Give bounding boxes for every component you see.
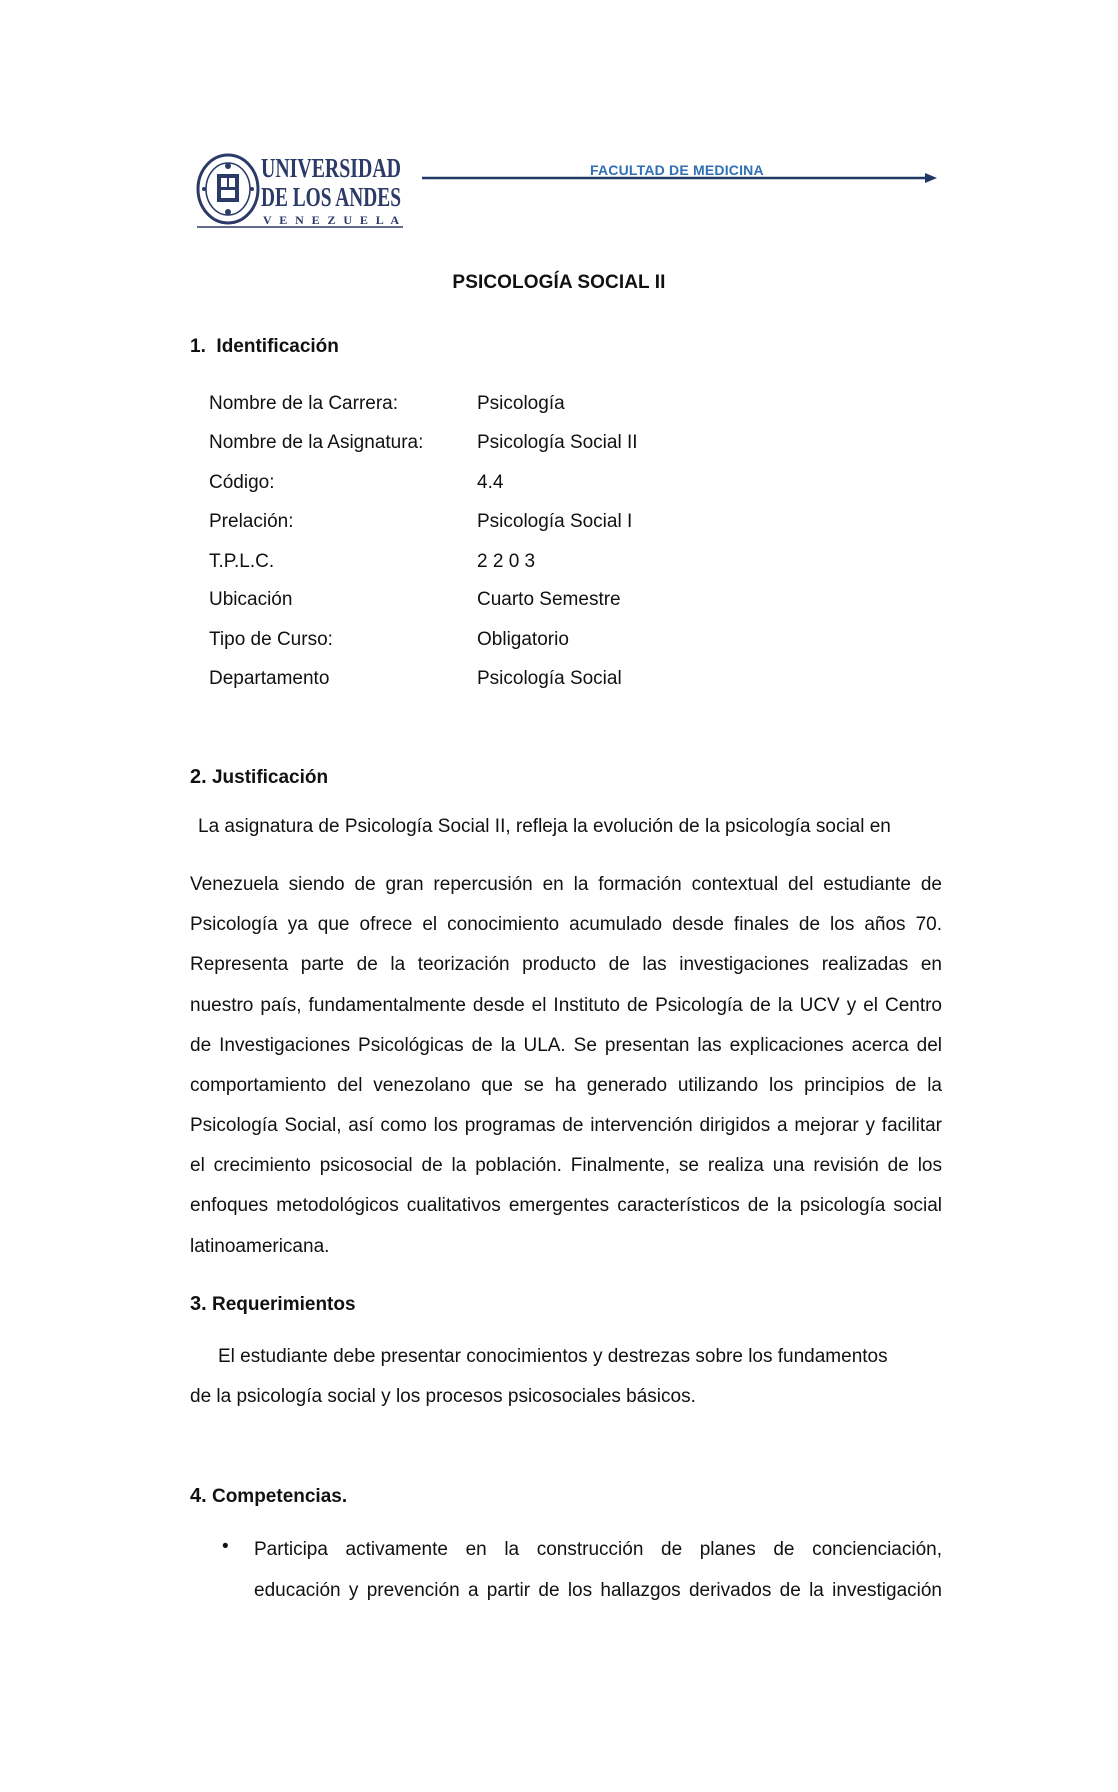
section-requerimientos-heading xyxy=(190,1293,356,1316)
id-value: 4.4 xyxy=(477,472,504,493)
id-label: T.P.L.C. xyxy=(209,551,275,572)
id-row xyxy=(209,509,909,535)
competencia-line: Participa activamente en la construcción de planes de concienciación, xyxy=(254,1539,942,1560)
justificacion-line: latinoamericana. xyxy=(190,1236,330,1257)
justificacion-line: el crecimiento psicosocial de la población. Finalmente, se realiza una revisión de los xyxy=(190,1155,942,1176)
university-seal-icon xyxy=(198,155,258,223)
competencia-line: educación y prevención a partir de los hallazgos derivados de la investigación xyxy=(254,1580,942,1601)
id-value: Psicología Social I xyxy=(477,511,633,532)
document-title: PSICOLOGÍA SOCIAL II xyxy=(452,272,666,293)
id-row xyxy=(209,430,909,456)
requerimientos-line: El estudiante debe presentar conocimientos y destrezas sobre los fundamentos xyxy=(218,1346,888,1367)
logo-line-3: V E N E Z U E L A xyxy=(263,213,399,227)
justificacion-line: Psicología ya que ofrece el conocimiento acumulado desde finales de los años 70. xyxy=(190,914,942,935)
justificacion-line: Psicología Social, así como los programas de intervención dirigidos a mejorar y facilitar xyxy=(190,1115,942,1136)
logo-line-1: UNIVERSIDAD xyxy=(261,153,401,183)
id-value: Psicología Social xyxy=(477,668,622,689)
faculty-label: FACULTAD DE MEDICINA xyxy=(590,162,764,178)
id-row xyxy=(209,470,909,496)
university-logo xyxy=(195,150,405,228)
section-number: 2. xyxy=(190,766,207,788)
requerimientos-line: de la psicología social y los procesos psicosociales básicos. xyxy=(190,1386,696,1407)
section-competencias-heading xyxy=(190,1485,347,1508)
section-identificacion-heading xyxy=(190,336,339,358)
section-title: Identificación xyxy=(216,336,339,357)
id-label: Departamento xyxy=(209,668,330,689)
id-label: Prelación: xyxy=(209,511,294,532)
justificacion-line: Venezuela siendo de gran repercusión en la formación contextual del estudiante de xyxy=(190,874,942,895)
section-number: 4. xyxy=(190,1485,207,1507)
justificacion-line: enfoques metodológicos cualitativos emergentes característicos de la psicología social xyxy=(190,1195,942,1216)
id-row xyxy=(209,391,909,417)
id-row xyxy=(209,666,909,692)
section-number: 1. xyxy=(190,336,206,357)
section-justificacion-heading xyxy=(190,766,328,789)
id-label: Tipo de Curso: xyxy=(209,629,333,650)
id-value: 2 2 0 3 xyxy=(477,551,536,572)
id-row xyxy=(209,549,909,575)
section-number: 3. xyxy=(190,1293,207,1315)
justificacion-line: Representa parte de la teorización producto de las investigaciones realizadas en xyxy=(190,954,942,975)
justificacion-line: nuestro país, fundamentalmente desde el Instituto de Psicología de la UCV y el Centro xyxy=(190,995,942,1016)
id-value: Obligatorio xyxy=(477,629,569,650)
id-label: Código: xyxy=(209,472,275,493)
id-label: Nombre de la Carrera: xyxy=(209,393,399,414)
id-row xyxy=(209,587,909,613)
logo-line-2: DE LOS ANDES xyxy=(261,182,401,212)
id-label: Ubicación xyxy=(209,589,293,610)
bullet-icon: • xyxy=(222,1536,229,1557)
section-title: Justificación xyxy=(211,767,329,788)
section-title: Requerimientos xyxy=(211,1294,356,1315)
justificacion-line: de Investigaciones Psicológicas de la ULA. Se presentan las explicaciones acerca del xyxy=(190,1035,942,1056)
justificacion-first-line: La asignatura de Psicología Social II, refleja la evolución de la psicología social en xyxy=(198,816,891,837)
id-value: Cuarto Semestre xyxy=(477,589,621,610)
section-title: Competencias. xyxy=(211,1486,348,1507)
id-value: Psicología Social II xyxy=(477,432,638,453)
justificacion-line: comportamiento del venezolano que se ha generado utilizando los principios de la xyxy=(190,1075,942,1096)
id-label: Nombre de la Asignatura: xyxy=(209,432,424,453)
id-value: Psicología xyxy=(477,393,565,414)
id-row xyxy=(209,627,909,653)
